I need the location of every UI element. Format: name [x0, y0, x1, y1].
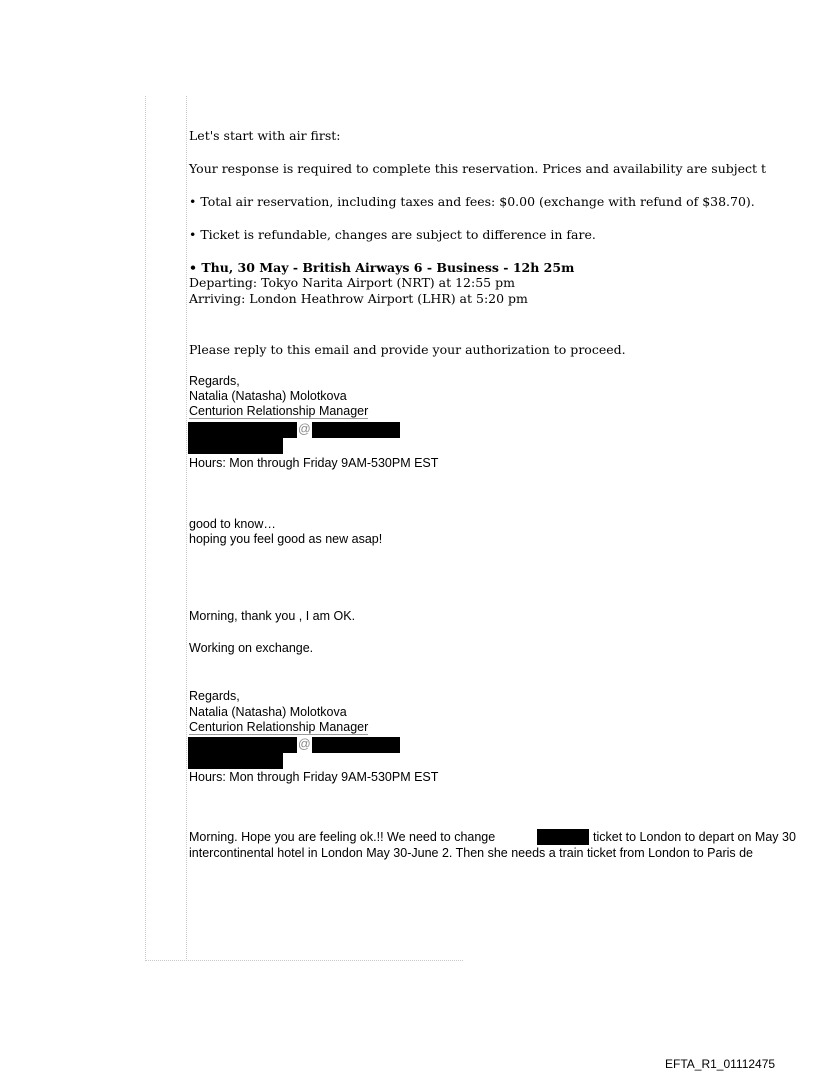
- signature-title: Centurion Relationship Manager: [189, 404, 369, 418]
- reply-line-2: hoping you feel good as new asap!: [189, 532, 383, 546]
- signature-hours: Hours: Mon through Friday 9AM-530PM EST: [189, 770, 439, 784]
- signature-name: Natalia (Natasha) Molotkova: [189, 705, 347, 719]
- response-required-text: Your response is required to complete this reservation. Prices and availability are subject t: [189, 161, 767, 176]
- departing-text: Departing: Tokyo Narita Airport (NRT) at 12:55 pm: [189, 275, 515, 290]
- message3-line-1b: ticket to London to depart on May 30: [593, 830, 796, 844]
- intro-text: Let's start with air first:: [189, 128, 341, 143]
- flight-header: • Thu, 30 May - British Airways 6 - Business - 12h 25m: [189, 260, 575, 275]
- arriving-text: Arriving: London Heathrow Airport (LHR) at 5:20 pm: [189, 291, 528, 306]
- signature-regards: Regards,: [189, 689, 240, 703]
- message3-line-2: intercontinental hotel in London May 30-June 2. Then she needs a train ticket from London to Paris de: [189, 846, 754, 860]
- refundable-bullet: • Ticket is refundable, changes are subject to difference in fare.: [189, 227, 596, 242]
- reply-request-text: Please reply to this email and provide your authorization to proceed.: [189, 342, 626, 357]
- email-at-symbol: @: [298, 422, 311, 436]
- redaction-box: [188, 422, 297, 438]
- inner-margin-guide: [186, 96, 187, 961]
- document-id: EFTA_R1_01112475: [665, 1057, 776, 1071]
- redaction-box: [312, 422, 400, 438]
- redaction-box: [188, 737, 297, 753]
- message3-line-1a: Morning. Hope you are feeling ok.!! We need to change: [189, 830, 496, 844]
- signature-name: Natalia (Natasha) Molotkova: [189, 389, 347, 403]
- bottom-margin-guide: [145, 960, 463, 961]
- message-line-1: Morning, thank you , I am OK.: [189, 609, 356, 623]
- message-line-2: Working on exchange.: [189, 641, 314, 655]
- email-at-symbol: @: [298, 737, 311, 751]
- signature-hours: Hours: Mon through Friday 9AM-530PM EST: [189, 456, 439, 470]
- left-margin-guide: [145, 96, 146, 961]
- redaction-box: [537, 829, 589, 845]
- signature-regards: Regards,: [189, 374, 240, 388]
- redaction-box: [312, 737, 400, 753]
- redaction-box: [188, 753, 283, 769]
- reply-line-1: good to know…: [189, 517, 276, 531]
- redaction-box: [188, 438, 283, 454]
- total-air-bullet: • Total air reservation, including taxes and fees: $0.00 (exchange with refund of $38.70).: [189, 194, 755, 209]
- signature-title: Centurion Relationship Manager: [189, 720, 369, 734]
